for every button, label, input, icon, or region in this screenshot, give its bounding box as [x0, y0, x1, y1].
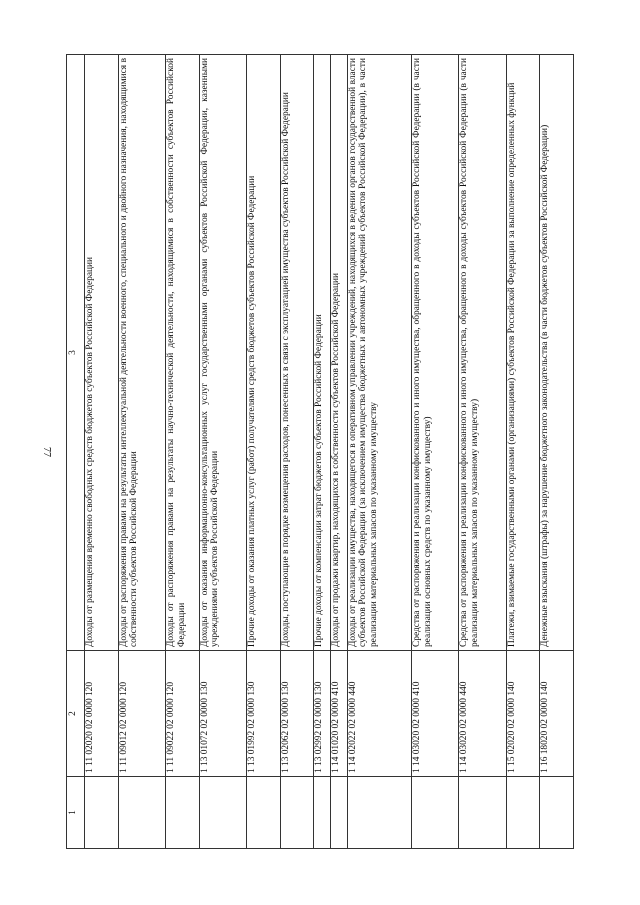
table-row — [330, 55, 347, 849]
row-text-cell: Денежные взыскания (штрафы) за нарушение бюджетного законодательства (в части бюджетов субъектов Российской Федерации) — [540, 55, 574, 651]
table-row — [411, 55, 458, 849]
header-col-2: 2 — [67, 651, 85, 777]
row-col1-cell — [118, 777, 165, 849]
row-text-cell: Прочие доходы от оказания платных услуг (работ) получателями средств бюджетов субъектов Российской Федерации — [247, 55, 281, 651]
row-code-cell: 1 14 02022 02 0000 440 — [347, 651, 411, 777]
row-code-cell: 1 14 03020 02 0000 410 — [411, 651, 458, 777]
row-col1-cell — [459, 777, 506, 849]
header-col-3: 3 — [67, 55, 85, 651]
row-code-cell: 1 14 01020 02 0000 410 — [330, 651, 347, 777]
row-text-cell: Доходы от реализации имущества, находящегося в оперативном управлении учреждений, находящихся в ведении органов государственной власти субъектов Российской Федерации (за исключением имущества бюджетных и автономных учреждений субъектов Российской Федерации), в части реализации материальных запасов по указанному имуществу — [347, 55, 411, 651]
table-row — [166, 55, 200, 849]
table-row — [85, 55, 119, 849]
table-row — [506, 55, 540, 849]
row-col1-cell — [247, 777, 281, 849]
row-code-cell: 1 13 02992 02 0000 130 — [314, 651, 331, 777]
row-col1-cell — [280, 777, 314, 849]
table-row — [347, 55, 411, 849]
row-text-cell: Доходы от продажи квартир, находящихся в собственности субъектов Российской Федерации — [330, 55, 347, 651]
revenue-codes-table — [66, 54, 574, 849]
row-code-cell: 1 13 01072 02 0000 130 — [199, 651, 246, 777]
row-col1-cell — [411, 777, 458, 849]
table-row — [540, 55, 574, 849]
header-col-1: 1 — [67, 777, 85, 849]
row-code-cell: 1 14 03020 02 0000 440 — [459, 651, 506, 777]
row-text-cell: Средства от распоряжения и реализации конфискованного и иного имущества, обращенного в доходы субъектов Российской Федерации (в части реализации основных средств по указанному имуществу) — [411, 55, 458, 651]
row-text-cell: Доходы от распоряжения правами на результаты интеллектуальной деятельности военного, специального и двойного назначения, находящимися в собственности субъектов Российской Федерации — [118, 55, 165, 651]
row-col1-cell — [314, 777, 331, 849]
row-text-cell: Средства от распоряжения и реализации конфискованного и иного имущества, обращенного в доходы субъектов Российской Федерации (в части реализации материальных запасов по указанному имуществу) — [459, 55, 506, 651]
row-text-cell: Платежи, взимаемые государственными органами (организациями) субъектов Российской Федерации за выполнение определенных функций — [506, 55, 540, 651]
row-code-cell: 1 15 02020 02 0000 140 — [506, 651, 540, 777]
row-col1-cell — [85, 777, 119, 849]
row-code-cell: 1 11 02020 02 0000 120 — [85, 651, 119, 777]
row-text-cell: Доходы от распоряжения правами на результаты научно-технической деятельности, находящимися в собственности субъектов Российской Федерации — [166, 55, 200, 651]
table-row — [280, 55, 314, 849]
row-text-cell: Доходы, поступающие в порядке возмещения расходов, понесенных в связи с эксплуатацией имущества субъектов Российской Федерации — [280, 55, 314, 651]
table-row — [118, 55, 165, 849]
page-number: 77 — [41, 447, 52, 457]
table-row — [199, 55, 246, 849]
row-text-cell: Доходы от размещения временно свободных средств бюджетов субъектов Российской Федерации — [85, 55, 119, 651]
row-col1-cell — [330, 777, 347, 849]
row-col1-cell — [166, 777, 200, 849]
row-code-cell: 1 13 01992 02 0000 130 — [247, 651, 281, 777]
table-row — [247, 55, 281, 849]
row-col1-cell — [506, 777, 540, 849]
row-code-cell: 1 13 02062 02 0000 130 — [280, 651, 314, 777]
row-code-cell: 1 11 09012 02 0000 120 — [118, 651, 165, 777]
row-code-cell: 1 16 18020 02 0000 140 — [540, 651, 574, 777]
row-col1-cell — [540, 777, 574, 849]
table-row — [459, 55, 506, 849]
row-text-cell: Доходы от оказания информационно-консультационных услуг государственными органами субъектов Российской Федерации, казенными учреждениями субъектов Российской Федерации — [199, 55, 246, 651]
table-row — [314, 55, 331, 849]
rotated-table-container — [66, 55, 574, 849]
table-header-row — [67, 55, 85, 849]
row-col1-cell — [199, 777, 246, 849]
row-text-cell: Прочие доходы от компенсации затрат бюджетов субъектов Российской Федерации — [314, 55, 331, 651]
row-col1-cell — [347, 777, 411, 849]
row-code-cell: 1 11 09022 02 0000 120 — [166, 651, 200, 777]
